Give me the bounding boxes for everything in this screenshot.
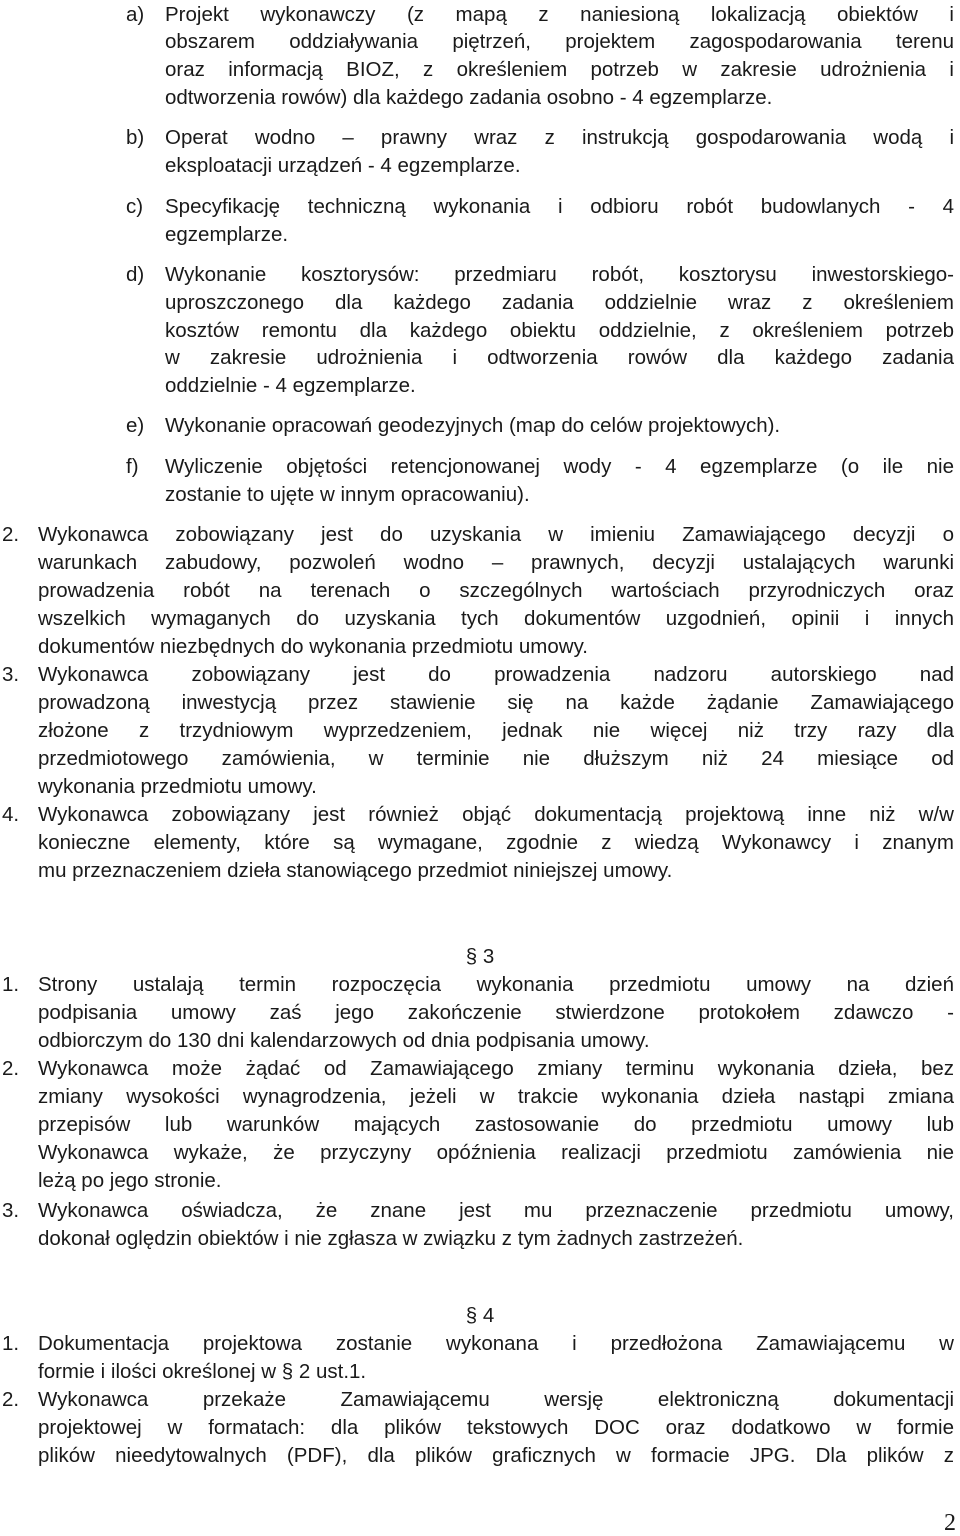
paragraph-text-line: zmiany wysokości wynagrodzenia, jeżeli w trakcie wykonania dzieła nastąpi zmiana: [38, 1085, 954, 1108]
paragraph-text-line: podpisania umowy zaś jego zakończenie stwierdzone protokołem zdawczo -: [38, 1001, 954, 1024]
paragraph-text-line: przedmiotowego zamówienia, w terminie nie dłuższym niż 24 miesiące od: [38, 747, 954, 770]
paragraph-text-line: prowadzoną inwestycją przez stawienie się na każde żądanie Zamawiającego: [38, 691, 954, 714]
paragraph-text-line: prowadzenia robót na terenach o szczególnych wartościach przyrodniczych oraz: [38, 579, 954, 602]
item-text-line: egzemplarze.: [165, 223, 289, 246]
list-item-f: [0, 452, 960, 481]
paragraph-text-line: Wykonawca zobowiązany jest do uzyskania w imieniu Zamawiającego decyzji o: [38, 523, 954, 546]
list-item-a: [0, 0, 960, 29]
section3-paragraph-1: [0, 970, 960, 999]
paragraph-number: 2.: [2, 523, 20, 546]
paragraph-number: 3.: [2, 1199, 20, 1222]
section-heading-text: § 4: [465, 1304, 495, 1327]
item-text-line: Projekt wykonawczy (z mapą z naniesioną lokalizacją obiektów i: [165, 3, 954, 26]
paragraph-number: 1.: [2, 973, 20, 996]
list-item-e: [0, 411, 960, 440]
paragraph-text-line: Wykonawca wykaże, że przyczyny opóźnienia realizacji przedmiotu zamówienia nie: [38, 1141, 954, 1164]
paragraph-text-line: Strony ustalają termin rozpoczęcia wykonania przedmiotu umowy na dzień: [38, 973, 954, 996]
section-heading-4: [0, 1301, 960, 1330]
paragraph-text-line: Dokumentacja projektowa zostanie wykonana i przedłożona Zamawiającemu w: [38, 1332, 954, 1355]
paragraph-text-line: warunkach zabudowy, pozwoleń wodno – prawnych, decyzji ustalających warunki: [38, 551, 954, 574]
item-text-line: obszarem oddziaływania piętrzeń, projektem zagospodarowania terenu: [165, 30, 954, 53]
paragraph-text-line: plików nieedytowalnych (PDF), dla plików graficznych w formacie JPG. Dla plików z: [38, 1444, 954, 1467]
paragraph-2: [0, 520, 960, 549]
item-text-line: Wykonanie opracowań geodezyjnych (map do celów projektowych).: [165, 414, 781, 437]
page-number: 2: [944, 1510, 956, 1536]
list-item-d: [0, 260, 960, 289]
paragraph-number: 4.: [2, 803, 20, 826]
item-label: d): [126, 263, 145, 286]
paragraph-4: [0, 800, 960, 829]
item-text-line: oddzielnie - 4 egzemplarze.: [165, 374, 416, 397]
paragraph-number: 2.: [2, 1057, 20, 1080]
item-text-line: Wykonanie kosztorysów: przedmiaru robót, kosztorysu inwestorskiego-: [165, 263, 954, 286]
paragraph-text-line: projektowej w formatach: dla plików tekstowych DOC oraz dodatkowo w formie: [38, 1416, 954, 1439]
paragraph-text-line: Wykonawca przekaże Zamawiającemu wersję elektroniczną dokumentacji: [38, 1388, 954, 1411]
paragraph-text-line: dokumentów niezbędnych do wykonania przedmiotu umowy.: [38, 635, 589, 658]
item-text-line: zostanie to ujęte w innym opracowaniu).: [165, 483, 530, 506]
section3-paragraph-2: [0, 1054, 960, 1083]
item-text-line: Wyliczenie objętości retencjonowanej wody - 4 egzemplarze (o ile nie: [165, 455, 954, 478]
item-label: a): [126, 3, 145, 26]
paragraph-text-line: dokonał oględzin obiektów i nie zgłasza w związku z tym żadnych zastrzeżeń.: [38, 1227, 744, 1250]
paragraph-text-line: Wykonawca może żądać od Zamawiającego zmiany terminu wykonania dzieła, bez: [38, 1057, 954, 1080]
section3-paragraph-3: [0, 1196, 960, 1225]
section4-paragraph-2: [0, 1385, 960, 1414]
paragraph-text-line: mu przeznaczeniem dzieła stanowiącego przedmiot niniejszej umowy.: [38, 859, 673, 882]
paragraph-number: 3.: [2, 663, 20, 686]
section4-paragraph-1: [0, 1329, 960, 1358]
paragraph-text-line: Wykonawca oświadcza, że znane jest mu przeznaczenie przedmiotu umowy,: [38, 1199, 954, 1222]
paragraph-text-line: formie i ilości określonej w § 2 ust.1.: [38, 1360, 367, 1383]
paragraph-3: [0, 660, 960, 689]
item-label: f): [126, 455, 139, 478]
item-text-line: uproszczonego dla każdego zadania oddzielnie wraz z określeniem: [165, 291, 954, 314]
item-text-line: eksploatacji urządzeń - 4 egzemplarze.: [165, 154, 521, 177]
paragraph-text-line: konieczne elementy, które są wymagane, zgodnie z wiedzą Wykonawcy i znanym: [38, 831, 954, 854]
item-text-line: w zakresie udrożnienia i odtworzenia rowów dla każdego zadania: [165, 346, 954, 369]
item-text-line: oraz informacją BIOZ, z określeniem potrzeb w zakresie udrożnienia i: [165, 58, 954, 81]
item-label: e): [126, 414, 145, 437]
paragraph-text-line: Wykonawca zobowiązany jest również objąć dokumentacją projektową inne niż w/w: [38, 803, 954, 826]
paragraph-text-line: Wykonawca zobowiązany jest do prowadzenia nadzoru autorskiego nad: [38, 663, 954, 686]
item-text-line: odtworzenia rowów) dla każdego zadania osobno - 4 egzemplarze.: [165, 86, 773, 109]
section-heading-text: § 3: [465, 945, 495, 968]
paragraph-text-line: złożone z trzydniowym wyprzedzeniem, jednak nie więcej niż trzy razy dla: [38, 719, 954, 742]
paragraph-number: 1.: [2, 1332, 20, 1355]
list-item-c: [0, 192, 960, 221]
item-text-line: kosztów remontu dla każdego obiektu oddzielnie, z określeniem potrzeb: [165, 319, 954, 342]
section-heading-3: [0, 942, 960, 971]
item-text-line: Specyfikację techniczną wykonania i odbioru robót budowlanych - 4: [165, 195, 954, 218]
item-text-line: Operat wodno – prawny wraz z instrukcją gospodarowania wodą i: [165, 126, 954, 149]
paragraph-text-line: wszelkich wymaganych do uzyskania tych dokumentów uzgodnień, opinii i innych: [38, 607, 954, 630]
paragraph-text-line: leżą po jego stronie.: [38, 1169, 222, 1192]
item-label: c): [126, 195, 144, 218]
paragraph-number: 2.: [2, 1388, 20, 1411]
item-label: b): [126, 126, 145, 149]
paragraph-text-line: wykonania przedmiotu umowy.: [38, 775, 317, 798]
paragraph-text-line: odbiorczym do 130 dni kalendarzowych od dnia podpisania umowy.: [38, 1029, 650, 1052]
paragraph-text-line: przepisów lub warunków mających zastosowanie do przedmiotu umowy lub: [38, 1113, 954, 1136]
list-item-b: [0, 123, 960, 152]
